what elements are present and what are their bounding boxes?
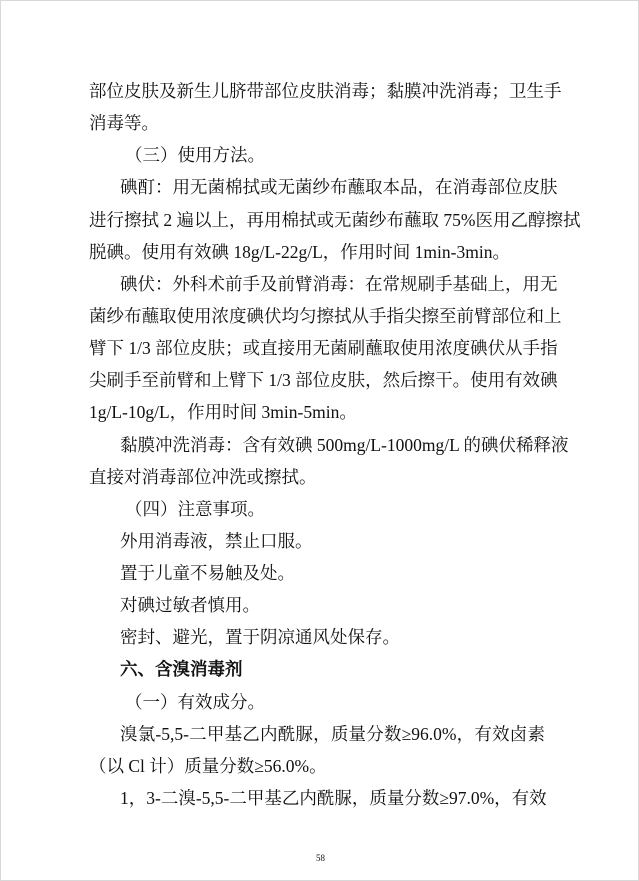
subheading: （四）注意事项。 <box>125 498 265 519</box>
text-line: 直接对消毒部位冲洗或擦拭。 <box>89 466 317 487</box>
text-line: 碘酊：用无菌棉拭或无菌纱布蘸取本品，在消毒部位皮肤 <box>120 177 558 198</box>
text-line: 脱碘。使用有效碘 18g/L-22g/L，作用时间 1min-3min。 <box>89 241 510 262</box>
text-line: 对碘过敏者慎用。 <box>120 595 260 616</box>
text-line: 1，3-二溴-5,5-二甲基乙内酰脲，质量分数≥97.0%，有效 <box>120 788 547 809</box>
subheading: （一）有效成分。 <box>125 691 265 712</box>
text-line: 密封、避光，置于阴凉通风处保存。 <box>120 627 400 648</box>
page-number: 58 <box>316 853 325 863</box>
text-line: 菌纱布蘸取使用浓度碘伏均匀擦拭从手指尖擦至前臂部位和上 <box>89 305 562 326</box>
subheading: （三）使用方法。 <box>125 145 265 166</box>
text-line: 进行擦拭 2 遍以上，再用棉拭或无菌纱布蘸取 75%医用乙醇擦拭 <box>89 209 581 230</box>
document-body <box>89 75 581 814</box>
text-line: 黏膜冲洗消毒：含有效碘 500mg/L-1000mg/L 的碘伏稀释液 <box>120 434 569 455</box>
text-line: 臂下 1/3 部位皮肤；或直接用无菌刷蘸取使用浓度碘伏从手指 <box>89 338 558 359</box>
text-line: 部位皮肤及新生儿脐带部位皮肤消毒；黏膜冲洗消毒；卫生手 <box>89 81 562 101</box>
text-line: 1g/L-10g/L，作用时间 3min-5min。 <box>89 402 357 423</box>
text-line: 消毒等。 <box>89 113 159 134</box>
text-line: 溴氯-5,5-二甲基乙内酰脲，质量分数≥96.0%，有效卤素 <box>120 723 545 744</box>
text-line: 置于儿童不易触及处。 <box>120 563 295 584</box>
section-heading: 六、含溴消毒剂 <box>120 659 243 680</box>
text-line: 外用消毒液，禁止口服。 <box>120 530 313 551</box>
text-line: 碘伏：外科术前手及前臂消毒：在常规刷手基础上，用无 <box>120 273 558 294</box>
text-line: （以 Cl 计）质量分数≥56.0%。 <box>89 755 327 776</box>
text-line: 尖刷手至前臂和上臂下 1/3 部位皮肤，然后擦干。使用有效碘 <box>89 370 558 391</box>
